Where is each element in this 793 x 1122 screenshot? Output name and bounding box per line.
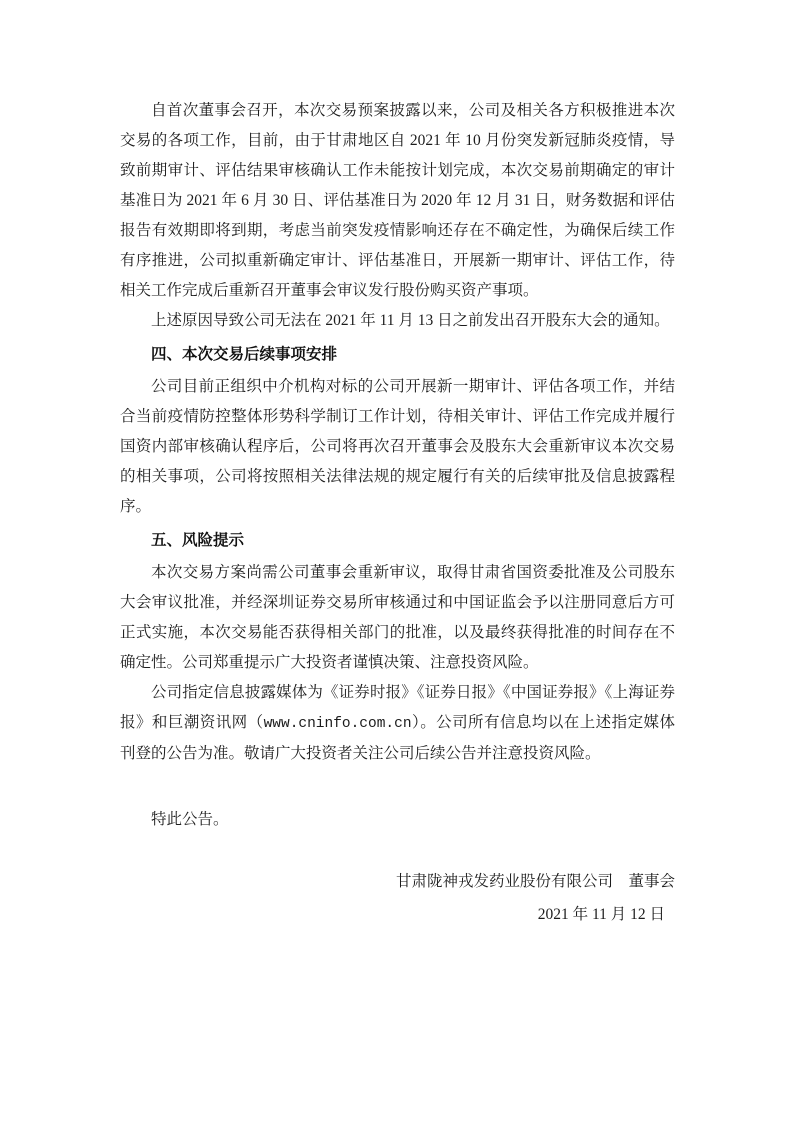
paragraph-shareholder-meeting-notice-delay: 上述原因导致公司无法在 2021 年 11 月 13 日之前发出召开股东大会的通知。	[151, 312, 670, 329]
company-board-signature: 甘肃陇神戎发药业股份有限公司 董事会	[395, 873, 675, 890]
media-text-after-url: ）。公司所有信息均以在上述指定媒体刊登的公告为准。敬请广大投资者关注公司后续公告并注意投资风险。	[120, 714, 675, 762]
closing-statement: 特此公告。	[151, 811, 229, 828]
cninfo-website-url: www.cninfo.com.cn	[263, 716, 412, 732]
signature-date: 2021 年 11 月 12 日	[537, 906, 665, 923]
paragraph-progress-update: 自首次董事会召开，本次交易预案披露以来，公司及相关各方积极推进本次交易的各项工作，目前，由于甘肃地区自 2021 年 10 月份突发新冠肺炎疫情，导致前期审计、评估结果审核确认工作未能按计划完成，本次交易前期确定的审计基准日为 2021 年 6 月 30 日、评估基准日为 2020 年 12 月 31 日，财务数据和评估报告有效期即将到期，考虑当前突发疫情影响还存在不确定性，为确保后续工作有序推进，公司拟重新确定审计、评估基准日，开展新一期审计、评估工作，待相关工作完成后重新召开董事会审议发行股份购买资产事项。	[120, 102, 675, 299]
section-heading-followup-arrangements: 四、本次交易后续事项安排	[151, 346, 338, 363]
paragraph-risk-approval-uncertainty: 本次交易方案尚需公司董事会重新审议，取得甘肃省国资委批准及公司股东大会审议批准，并经深圳证券交易所审核通过和中国证监会予以注册同意后方可正式实施，本次交易能否获得相关部门的批准，以及最终获得批准的时间存在不确定性。公司郑重提示广大投资者谨慎决策、注意投资风险。	[120, 564, 675, 671]
media-text-before-url: 公司指定信息披露媒体为《证券时报》《证券日报》《中国证券报》《上海证券报》和巨潮资讯网（	[120, 684, 675, 731]
section-heading-risk-warning: 五、风险提示	[151, 532, 245, 549]
paragraph-followup-plan: 公司目前正组织中介机构对标的公司开展新一期审计、评估各项工作，并结合当前疫情防控整体形势科学制订工作计划，待相关审计、评估工作完成并履行国资内部审核确认程序后，公司将再次召开董事会及股东大会重新审议本次交易的相关事项，公司将按照相关法律法规的规定履行有关的后续审批及信息披露程序。	[120, 378, 675, 515]
paragraph-information-disclosure-media	[120, 678, 675, 769]
